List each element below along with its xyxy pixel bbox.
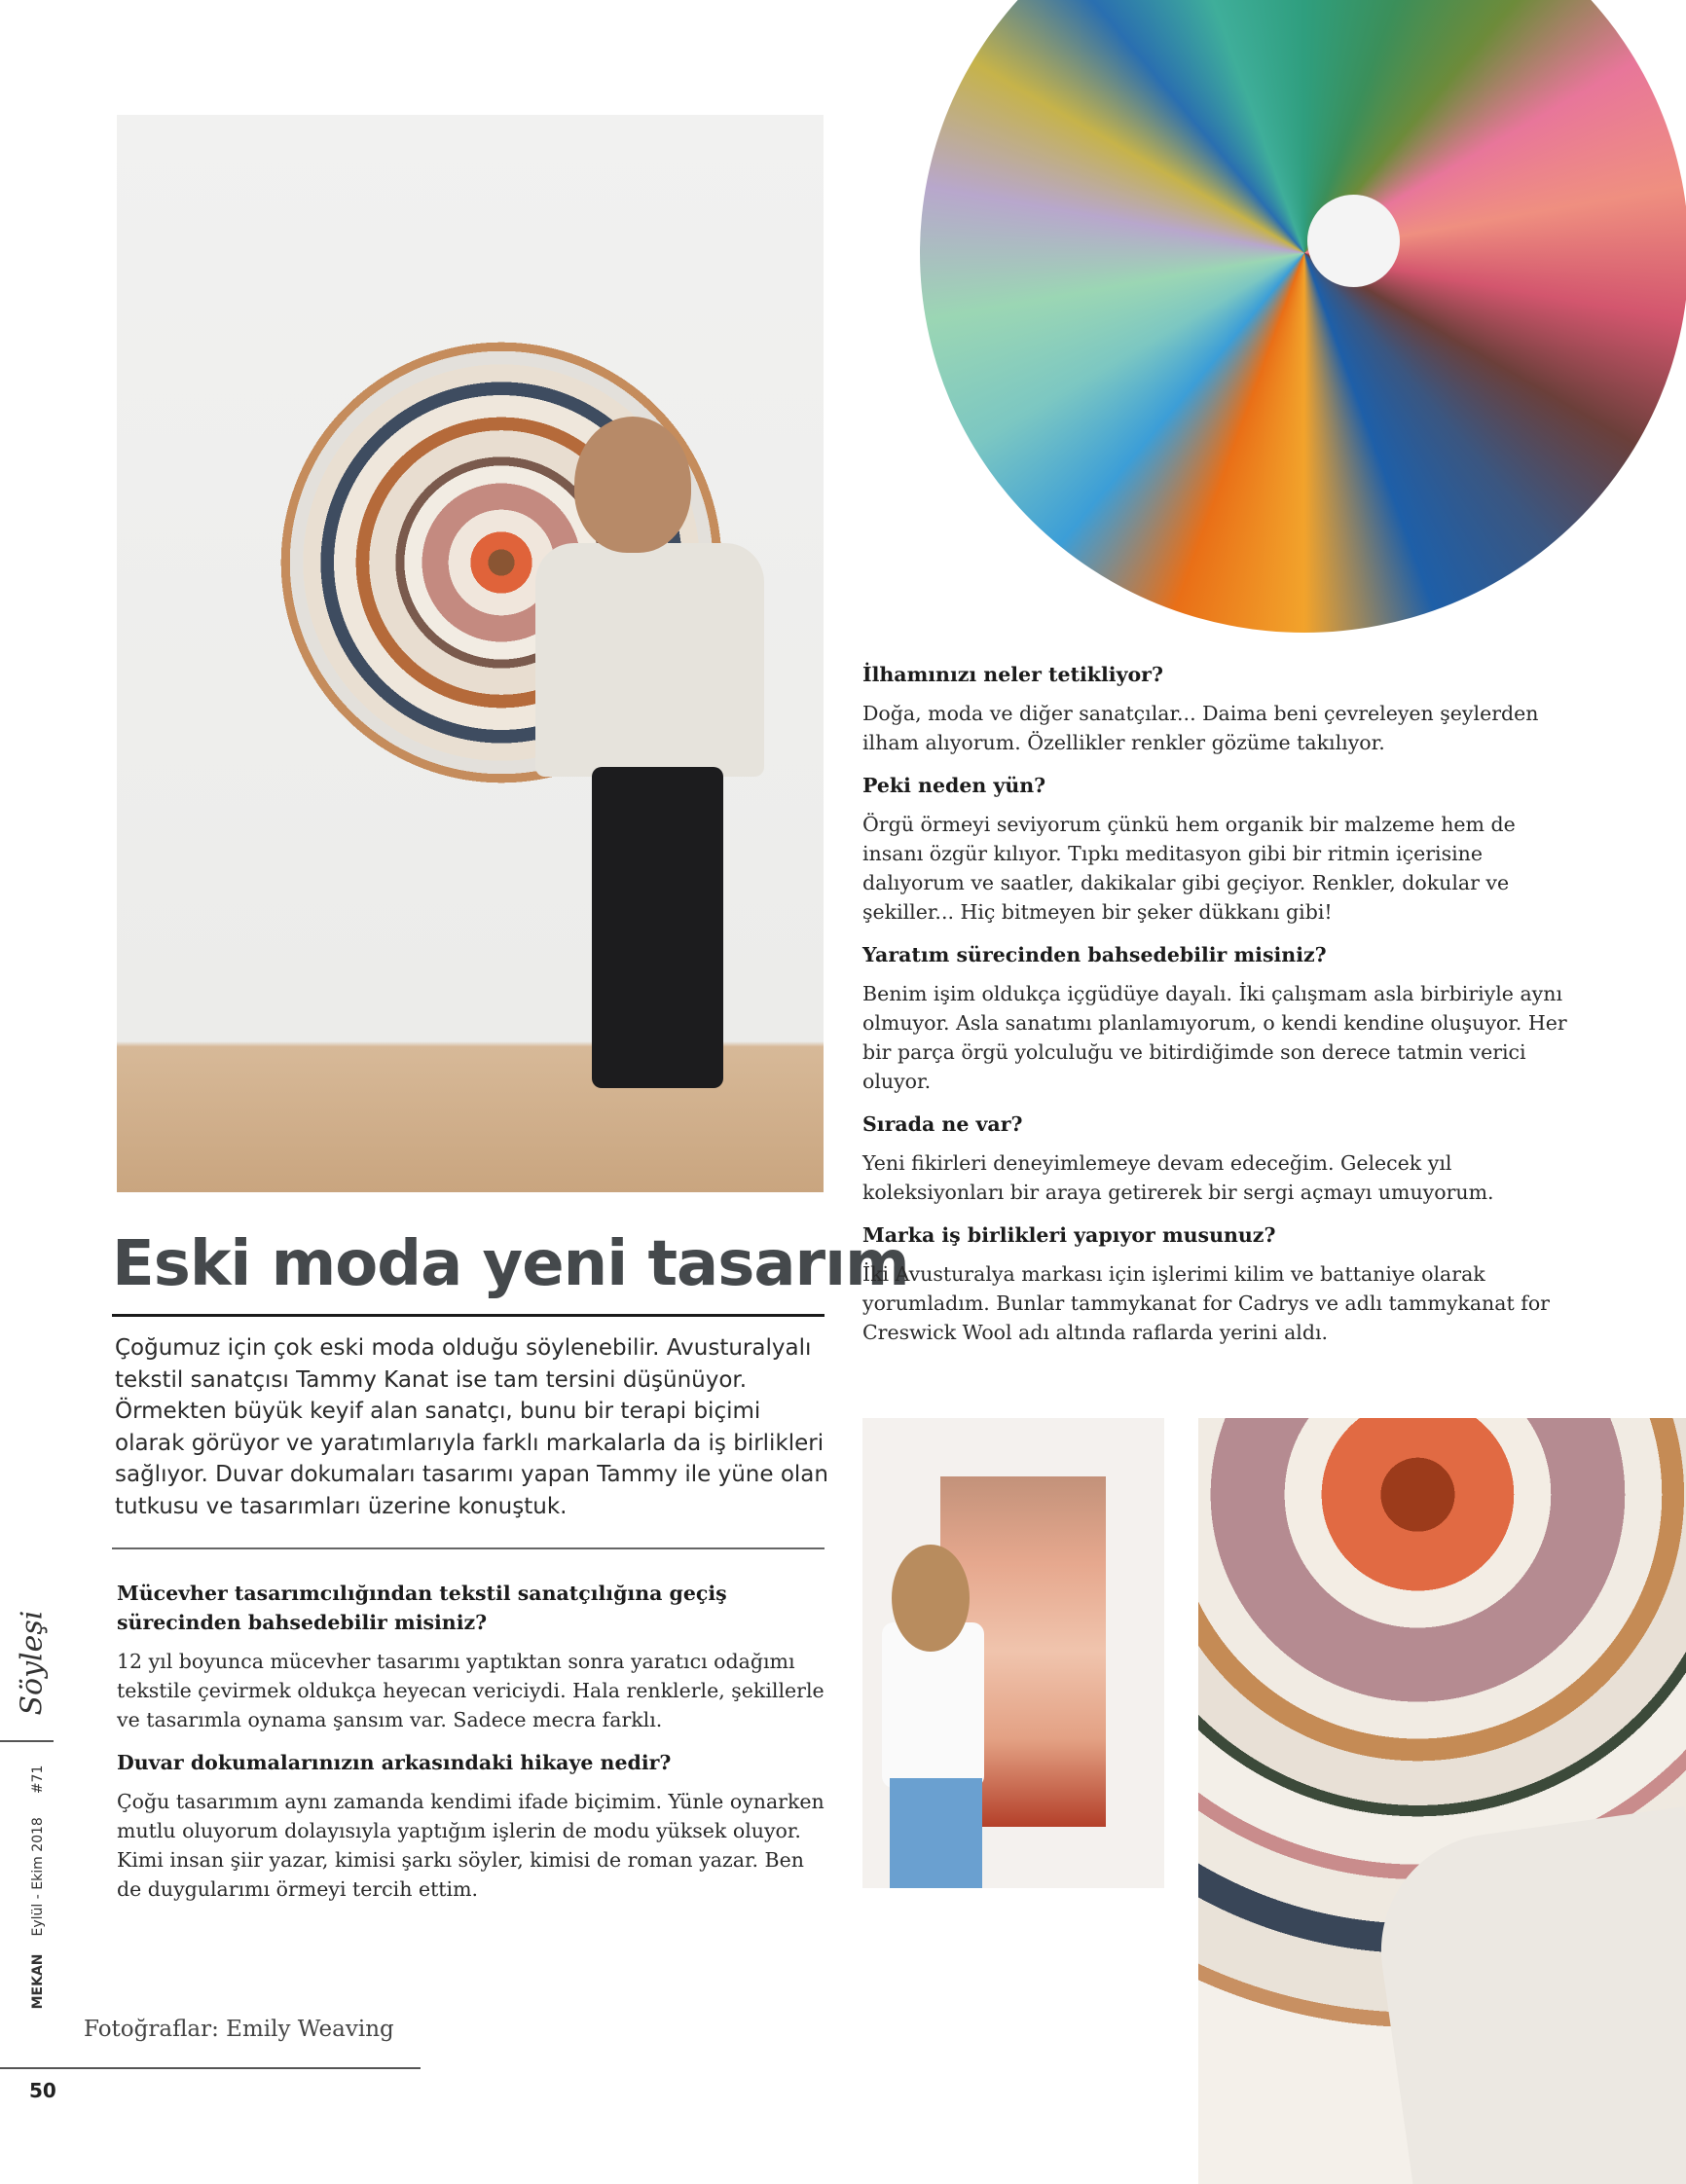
interview-question: İlhamınızı neler tetikliyor? (862, 663, 1163, 686)
sidebar-rule (0, 1740, 54, 1742)
colorful-yarn-wheel-photo (920, 0, 1686, 633)
photo-credit: Fotoğraflar: Emily Weaving (84, 2017, 394, 2042)
woman-jeans (890, 1778, 982, 1888)
interview-question: Yaratım sürecinden bahsedebilir misiniz? (862, 943, 1327, 966)
headline-rule (112, 1314, 825, 1317)
issue-info (30, 1743, 46, 2025)
magazine-name: MEKAN (30, 1953, 46, 2010)
interview-answer: Benim işim oldukça içgüdüye dayalı. İki çalışmam asla birbiriyle aynı olmuyor. Asla sanatımı planlamıyorum, o kendi kendine oluşuyor. Her bir parça örgü yolculuğu ve bitirdiğimde son derece tatmin verici oluyor. (862, 982, 1567, 1093)
interview-question: Sırada ne var? (862, 1112, 1023, 1136)
interview-answer: 12 yıl boyunca mücevher tasarımı yaptıktan sonra yaratıcı odağımı tekstile çevirmek oldukça heyecan vericiydi. Hala renklerle, şekillerle ve tasarımla oynama şansım var. Sadece mecra farklı. (117, 1650, 825, 1731)
article-headline: Eski moda yeni tasarım (112, 1228, 909, 1300)
article-intro: Çoğumuz için çok eski moda olduğu söylenebilir. Avusturalyalı tekstil sanatçısı Tammy Kanat ise tam tersini düşünüyor. Örmekten büyük keyif alan sanatçı, bunu bir terapi biçimi olarak görüyor ve yaratımlarıyla farklı markalarla da iş birlikleri sağlıyor. Duvar dokumaları tasarımı yapan Tammy ile yüne olan tutkusu ve tasarımları üzerine konuştuk. (115, 1335, 828, 1519)
woman-hair (892, 1545, 970, 1652)
artist-legs (592, 767, 723, 1088)
intro-rule (112, 1547, 825, 1549)
left-qa-column (117, 1579, 832, 1904)
footer-rule (0, 2067, 421, 2069)
section-label: Söyleşi (15, 1610, 50, 1716)
artist-head (574, 417, 691, 553)
issue-number: #71 (30, 1765, 46, 1795)
artist-figure (535, 543, 764, 777)
interview-answer: Doğa, moda ve diğer sanatçılar... Daima beni çevreleyen şeylerden ilham alıyorum. Özellikler renkler gözüme takılıyor. (862, 702, 1539, 754)
interview-question: Peki neden yün? (862, 774, 1046, 797)
wall-hanging-photo (862, 1418, 1164, 1888)
weaver-arm (1366, 1806, 1686, 2184)
yarn-wheel-center (1307, 195, 1400, 287)
interview-question: Mücevher tasarımcılığından tekstil sanatçılığına geçiş sürecinden bahsedebilir misiniz? (117, 1582, 727, 1634)
page-number: 50 (29, 2079, 56, 2102)
interview-question: Marka iş birlikleri yapıyor musunuz? (862, 1223, 1276, 1247)
right-qa-column (862, 660, 1578, 1347)
interview-question: Duvar dokumalarınızın arkasındaki hikaye nedir? (117, 1751, 672, 1774)
interview-answer: İki Avusturalya markası için işlerimi kilim ve battaniye olarak yorumladım. Bunlar tammykanat for Cadrys ve adlı tammykanat for Creswick Wool adı altında raflarda yerini aldı. (862, 1262, 1550, 1344)
artist-portrait-photo (117, 115, 824, 1192)
weaving-closeup-photo (1198, 1418, 1686, 2184)
interview-answer: Yeni fikirleri deneyimlemeye devam edeceğim. Gelecek yıl koleksiyonları bir araya getirerek bir sergi açmayı umuyorum. (862, 1151, 1494, 1204)
interview-answer: Örgü örmeyi seviyorum çünkü hem organik bir malzeme hem de insanı özgür kılıyor. Tıpkı meditasyon gibi bir ritmin içerisine dalıyorum ve saatler, dakikalar gibi geçiyor. Renkler, dokular ve şekiller... Hiç bitmeyen bir şeker dükkanı gibi! (862, 813, 1516, 924)
issue-date: Eylül - Ekim 2018 (30, 1817, 46, 1937)
interview-answer: Çoğu tasarımım aynı zamanda kendimi ifade biçimim. Yünle oynarken mutlu oluyorum dolayısıyla yaptığım işlerin de modu yüksek oluyor. Kimi insan şiir yazar, kimisi şarkı söyler, kimisi de roman yazar. Ben de duygularımı örmeyi tercih ettim. (117, 1790, 825, 1901)
